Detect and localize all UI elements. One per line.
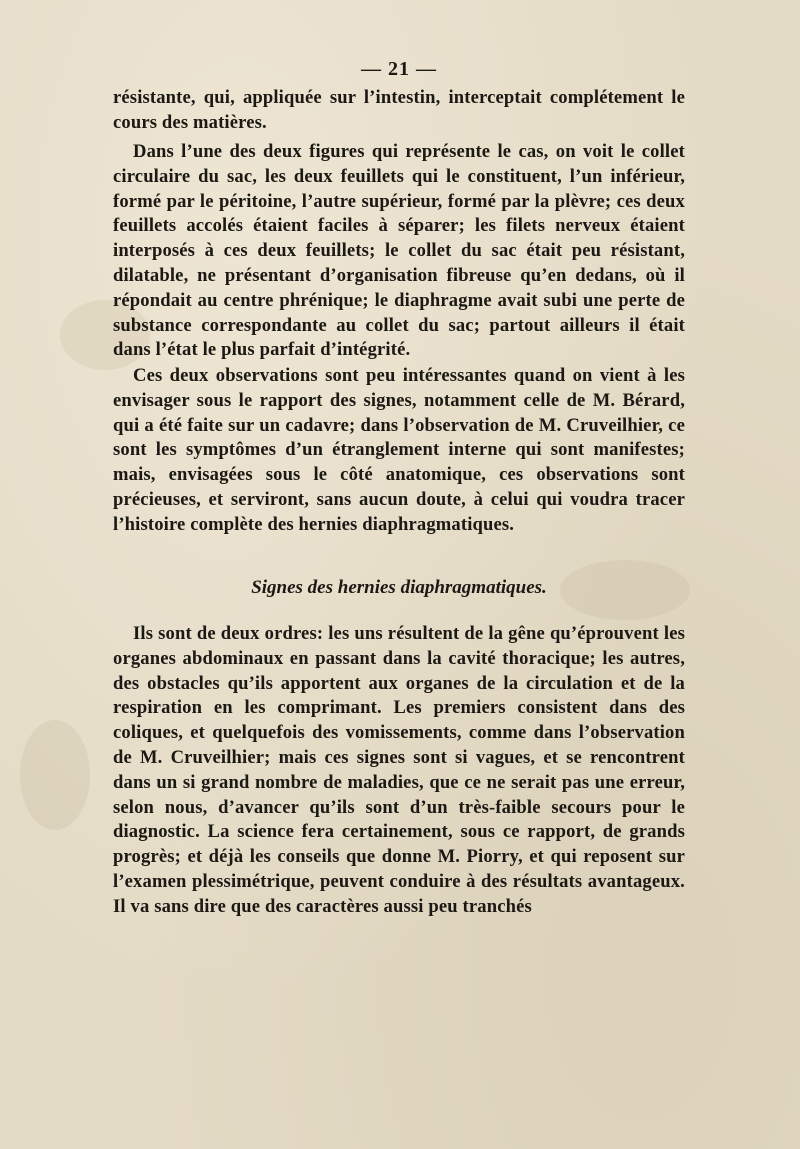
paragraph-continuation: résistante, qui, appliquée sur l’intestin, interceptait complétement le cours des matières. [113,87,685,133]
paragraph-description: Dans l’une des deux figures qui représente le cas, on voit le collet circulaire du sac, les deux feuillets qui le constituent, l’un inférieur, formé par le péritoine, l’autre supérieur, formé par la plèvre; ces deux feuillets accolés étaient faciles à séparer; les filets nerveux étaient interposés à ces deux feuillets; le collet du sac était peu résistant, dilatable, ne présentant d’organisation fibreuse qu’en dedans, où il répondait au centre phrénique; le diaphragme avait subi une perte de substance correspondante au collet du sac; partout ailleurs il était dans l’état le plus parfait d’intégrité. [113,141,685,361]
section-heading: Signes des hernies diaphragmatiques. [251,577,547,598]
page-number: — 21 — [361,58,437,80]
paper-stain [20,720,90,830]
paragraph-observations: Ces deux observations sont peu intéressantes quand on vient à les envisager sous le rapport des signes, notamment celle de M. Bérard, qui a été faite sur un cadavre; dans l’observation de M. Cruveilhier, ce sont les symptômes d’un étranglement interne qui sont manifestes; mais, envisagées sous le côté anatomique, ces observations sont précieuses, et serviront, sans aucun doute, à celui qui voudra tracer l’histoire complète des hernies diaphragmatiques. [113,365,685,535]
paragraph-signs: Ils sont de deux ordres: les uns résultent de la gêne qu’éprouvent les organes abdominaux en passant dans la cavité thoracique; les autres, des obstacles qu’ils apportent aux organes de la circulation et de la respiration en les comprimant. Les premiers consistent dans des coliques, et quelquefois des vomissements, comme dans l’observation de M. Cruveilhier; mais ces signes sont si vagues, et se rencontrent dans un si grand nombre de maladies, que ce ne serait pas une erreur, selon nous, d’avancer qu’ils sont d’un très-faible secours pour le diagnostic. La science fera certainement, sous ce rapport, de grands progrès; et déjà les conseils que donne M. Piorry, et qui reposent sur l’examen plessimétrique, peuvent conduire à des résultats avantageux. Il va sans dire que des caractères aussi peu tranchés [113,623,685,917]
